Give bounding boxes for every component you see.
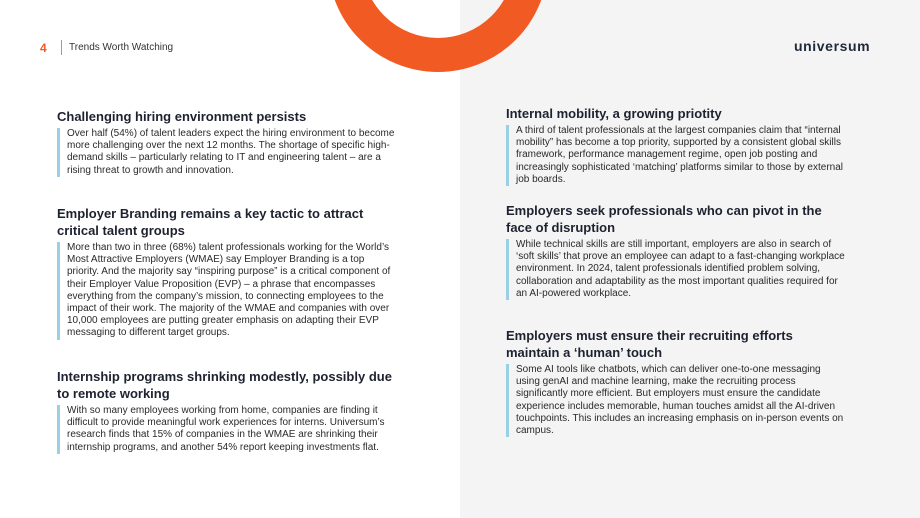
section-title: Employers seek professionals who can pivot in the face of disruption [506, 203, 822, 235]
section-body: Some AI tools like chatbots, which can deliver one-to-one messaging using genAI and machine learning, make the recruiting process significantly more efficient. But employers must ensure the candidate experience includes memorable, human touches amidst all the AI-driven touchpoints. This includes an increasing emphasis on in-person events on campus. [506, 364, 846, 437]
section-hiring-environment [57, 108, 397, 177]
section-internal-mobility [506, 105, 846, 186]
section-title: Employer Branding remains a key tactic to attract critical talent groups [57, 206, 364, 238]
section-body: Over half (54%) of talent leaders expect the hiring environment to become more challenging over the next 12 months. The shortage of specific high-demand skills – particularly relating to IT and engineering talent – are a rising threat to growth and innovation. [57, 128, 397, 177]
section-body: A third of talent professionals at the largest companies claim that “internal mobility” has become a top priority, supported by a consistent global skills framework, performance management regime, open job posting and increasingly sophisticated ‘matching’ platforms similar to those by external job boards. [506, 125, 846, 186]
section-title: Challenging hiring environment persists [57, 109, 307, 124]
section-body: With so many employees working from home, companies are finding it difficult to provide meaningful work experiences for interns. Universum’s research finds that 15% of companies in the WMAE are shrinking their internship programs, and another 54% report keeping investments flat. [57, 405, 397, 454]
orange-ring-graphic [326, 0, 550, 74]
section-title: Internship programs shrinking modestly, possibly due to remote working [57, 369, 392, 401]
page-number: 4 [40, 41, 47, 55]
section-employer-branding [57, 205, 397, 340]
section-title: Employers must ensure their recruiting efforts maintain a ‘human’ touch [506, 328, 793, 360]
header-divider [61, 40, 62, 55]
section-body: While technical skills are still important, employers are also in search of ‘soft skills’ that prove an employee can adapt to a fast-changing workplace environment. In 2024, talent professionals identified problem solving, collaboration and adaptability as the most important qualities required for an AI-powered workplace. [506, 239, 846, 300]
header-title: Trends Worth Watching [69, 42, 174, 53]
section-pivot-professionals [506, 202, 846, 300]
section-title: Internal mobility, a growing priotity [506, 106, 722, 121]
universum-logo: universum [794, 38, 871, 54]
section-internship-programs [57, 368, 397, 454]
section-human-touch [506, 327, 846, 437]
ring-shape [345, 0, 531, 55]
section-body: More than two in three (68%) talent professionals working for the World’s Most Attractive Employers (WMAE) say Employer Branding is a top priority. And the majority say “inspiring purpose” is a critical component of their Employer Value Proposition (EVP) – a phrase that encompasses everything from the company’s mission, to connecting employees to the impact of their work. The majority of the WMAE and companies with over 10,000 employees are putting greater emphasis on adapting their EVP messaging to different target groups. [57, 242, 397, 340]
